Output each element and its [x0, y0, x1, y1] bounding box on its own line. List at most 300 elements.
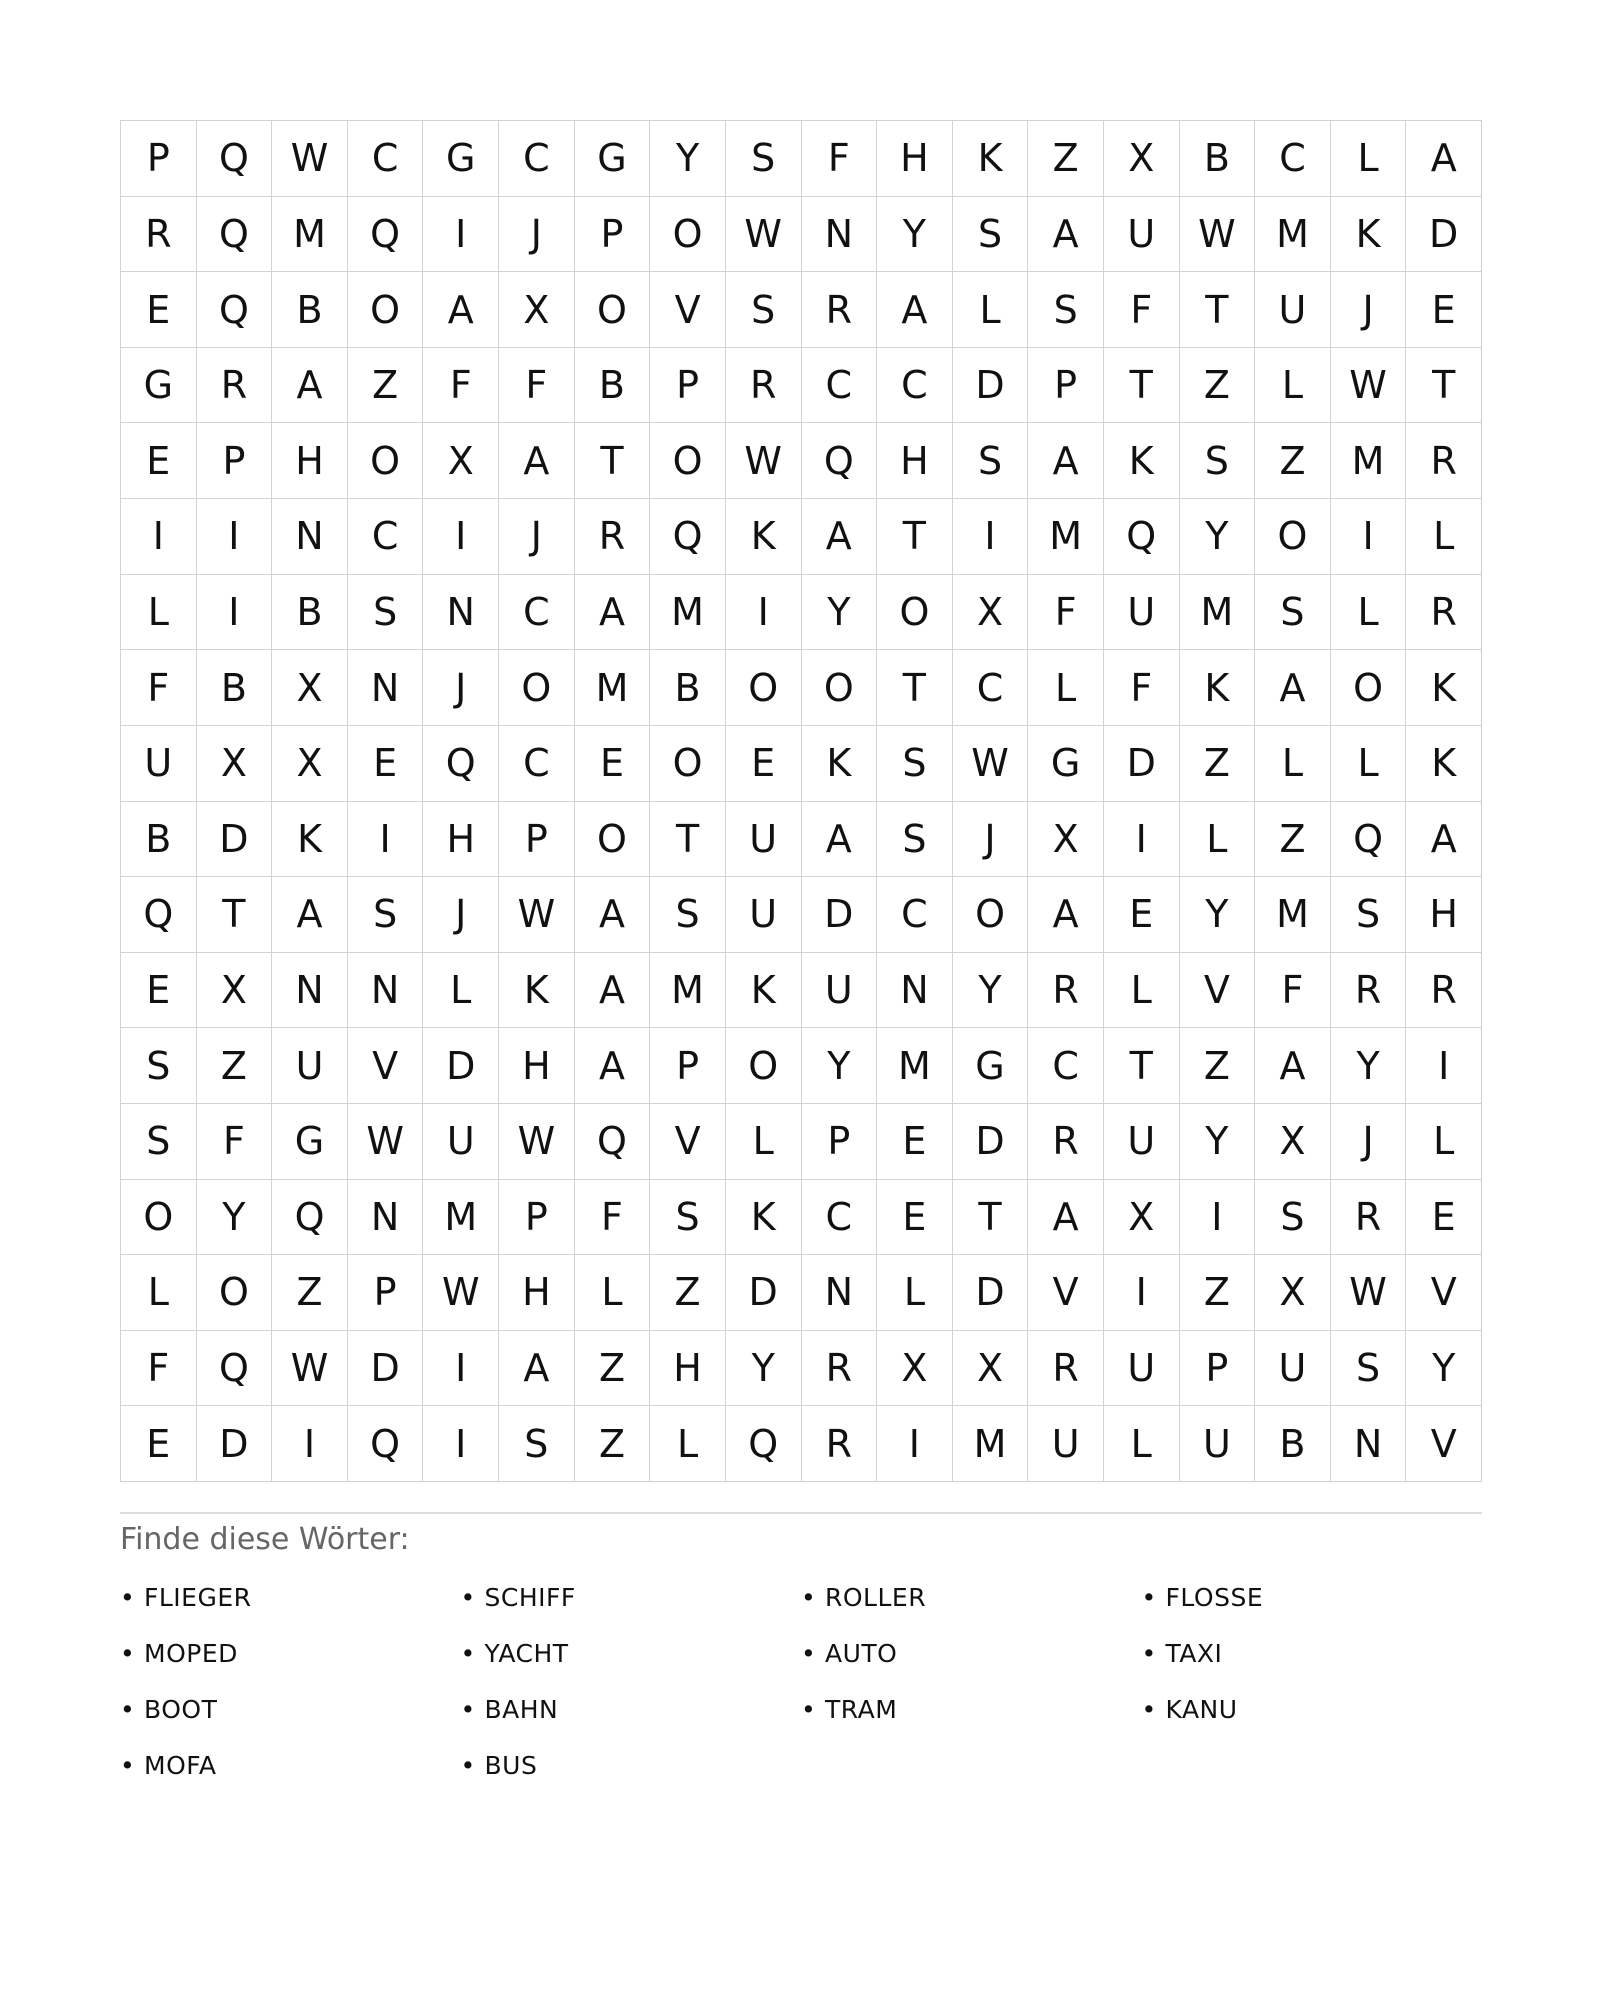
grid-cell[interactable]: N	[348, 953, 424, 1029]
grid-cell[interactable]: H	[499, 1028, 575, 1104]
grid-cell[interactable]: A	[1255, 650, 1331, 726]
grid-cell[interactable]: T	[877, 499, 953, 575]
grid-cell[interactable]: B	[121, 802, 197, 878]
grid-cell[interactable]: L	[953, 272, 1029, 348]
grid-cell[interactable]: Q	[348, 197, 424, 273]
grid-cell[interactable]: M	[1255, 197, 1331, 273]
grid-cell[interactable]: E	[348, 726, 424, 802]
grid-cell[interactable]: R	[802, 272, 878, 348]
grid-cell[interactable]: T	[197, 877, 273, 953]
grid-cell[interactable]: E	[726, 726, 802, 802]
grid-cell[interactable]: D	[953, 348, 1029, 424]
grid-cell[interactable]: L	[1331, 121, 1407, 197]
grid-cell[interactable]: I	[423, 1406, 499, 1482]
grid-cell[interactable]: W	[1180, 197, 1256, 273]
grid-cell[interactable]: G	[575, 121, 651, 197]
grid-cell[interactable]: N	[877, 953, 953, 1029]
grid-cell[interactable]: S	[650, 877, 726, 953]
grid-cell[interactable]: S	[953, 423, 1029, 499]
grid-cell[interactable]: R	[121, 197, 197, 273]
grid-cell[interactable]: E	[877, 1180, 953, 1256]
grid-cell[interactable]: F	[499, 348, 575, 424]
grid-cell[interactable]: Z	[1180, 348, 1256, 424]
grid-cell[interactable]: Q	[423, 726, 499, 802]
grid-cell[interactable]: O	[953, 877, 1029, 953]
grid-cell[interactable]: R	[1331, 1180, 1407, 1256]
grid-cell[interactable]: U	[1180, 1406, 1256, 1482]
grid-cell[interactable]: B	[1180, 121, 1256, 197]
grid-cell[interactable]: U	[1104, 575, 1180, 651]
grid-cell[interactable]: G	[423, 121, 499, 197]
grid-cell[interactable]: Q	[121, 877, 197, 953]
grid-cell[interactable]: K	[1104, 423, 1180, 499]
grid-cell[interactable]: A	[575, 575, 651, 651]
grid-cell[interactable]: I	[423, 499, 499, 575]
grid-cell[interactable]: W	[348, 1104, 424, 1180]
grid-cell[interactable]: H	[499, 1255, 575, 1331]
grid-cell[interactable]: K	[802, 726, 878, 802]
grid-cell[interactable]: L	[1180, 802, 1256, 878]
grid-cell[interactable]: Y	[953, 953, 1029, 1029]
grid-cell[interactable]: T	[1104, 348, 1180, 424]
grid-cell[interactable]: M	[1028, 499, 1104, 575]
grid-cell[interactable]: P	[499, 1180, 575, 1256]
grid-cell[interactable]: D	[802, 877, 878, 953]
grid-cell[interactable]: S	[1255, 575, 1331, 651]
grid-cell[interactable]: X	[197, 953, 273, 1029]
grid-cell[interactable]: D	[953, 1104, 1029, 1180]
grid-cell[interactable]: W	[1331, 1255, 1407, 1331]
grid-cell[interactable]: D	[197, 1406, 273, 1482]
grid-cell[interactable]: O	[726, 1028, 802, 1104]
grid-cell[interactable]: X	[1255, 1104, 1331, 1180]
grid-cell[interactable]: L	[121, 575, 197, 651]
grid-cell[interactable]: B	[650, 650, 726, 726]
grid-cell[interactable]: S	[499, 1406, 575, 1482]
grid-cell[interactable]: X	[953, 575, 1029, 651]
grid-cell[interactable]: I	[197, 499, 273, 575]
grid-cell[interactable]: L	[121, 1255, 197, 1331]
grid-cell[interactable]: Q	[197, 121, 273, 197]
grid-cell[interactable]: V	[348, 1028, 424, 1104]
grid-cell[interactable]: X	[423, 423, 499, 499]
grid-cell[interactable]: Y	[802, 575, 878, 651]
grid-cell[interactable]: O	[121, 1180, 197, 1256]
grid-cell[interactable]: C	[499, 575, 575, 651]
grid-cell[interactable]: O	[575, 802, 651, 878]
grid-cell[interactable]: B	[197, 650, 273, 726]
grid-cell[interactable]: Y	[1180, 499, 1256, 575]
grid-cell[interactable]: R	[1028, 1104, 1104, 1180]
grid-cell[interactable]: Z	[1180, 1028, 1256, 1104]
grid-cell[interactable]: J	[953, 802, 1029, 878]
grid-cell[interactable]: L	[575, 1255, 651, 1331]
grid-cell[interactable]: U	[1028, 1406, 1104, 1482]
grid-cell[interactable]: I	[726, 575, 802, 651]
grid-cell[interactable]: R	[726, 348, 802, 424]
grid-cell[interactable]: D	[348, 1331, 424, 1407]
grid-cell[interactable]: W	[423, 1255, 499, 1331]
grid-cell[interactable]: K	[1406, 650, 1482, 726]
grid-cell[interactable]: T	[1406, 348, 1482, 424]
grid-cell[interactable]: Q	[272, 1180, 348, 1256]
grid-cell[interactable]: K	[1180, 650, 1256, 726]
grid-cell[interactable]: Z	[575, 1406, 651, 1482]
grid-cell[interactable]: P	[1180, 1331, 1256, 1407]
grid-cell[interactable]: I	[953, 499, 1029, 575]
grid-cell[interactable]: R	[1028, 953, 1104, 1029]
grid-cell[interactable]: X	[1028, 802, 1104, 878]
grid-cell[interactable]: Q	[1104, 499, 1180, 575]
grid-cell[interactable]: J	[1331, 272, 1407, 348]
grid-cell[interactable]: R	[1331, 953, 1407, 1029]
grid-cell[interactable]: M	[423, 1180, 499, 1256]
grid-cell[interactable]: J	[423, 877, 499, 953]
grid-cell[interactable]: G	[272, 1104, 348, 1180]
grid-cell[interactable]: H	[423, 802, 499, 878]
grid-cell[interactable]: Z	[575, 1331, 651, 1407]
grid-cell[interactable]: M	[877, 1028, 953, 1104]
grid-cell[interactable]: Q	[802, 423, 878, 499]
grid-cell[interactable]: H	[1406, 877, 1482, 953]
grid-cell[interactable]: Z	[197, 1028, 273, 1104]
grid-cell[interactable]: M	[650, 575, 726, 651]
grid-cell[interactable]: X	[1104, 1180, 1180, 1256]
grid-cell[interactable]: M	[575, 650, 651, 726]
grid-cell[interactable]: L	[1104, 1406, 1180, 1482]
grid-cell[interactable]: N	[802, 197, 878, 273]
grid-cell[interactable]: U	[423, 1104, 499, 1180]
grid-cell[interactable]: V	[1180, 953, 1256, 1029]
grid-cell[interactable]: S	[726, 272, 802, 348]
grid-cell[interactable]: U	[1104, 1331, 1180, 1407]
grid-cell[interactable]: B	[272, 272, 348, 348]
grid-cell[interactable]: A	[575, 877, 651, 953]
grid-cell[interactable]: D	[197, 802, 273, 878]
grid-cell[interactable]: A	[1255, 1028, 1331, 1104]
grid-cell[interactable]: O	[348, 423, 424, 499]
grid-cell[interactable]: J	[499, 499, 575, 575]
grid-cell[interactable]: Z	[1180, 726, 1256, 802]
grid-cell[interactable]: Y	[197, 1180, 273, 1256]
grid-cell[interactable]: M	[650, 953, 726, 1029]
grid-cell[interactable]: W	[953, 726, 1029, 802]
grid-cell[interactable]: F	[1104, 272, 1180, 348]
grid-cell[interactable]: C	[877, 348, 953, 424]
grid-cell[interactable]: M	[272, 197, 348, 273]
grid-cell[interactable]: I	[1180, 1180, 1256, 1256]
grid-cell[interactable]: P	[348, 1255, 424, 1331]
grid-cell[interactable]: T	[650, 802, 726, 878]
grid-cell[interactable]: F	[1255, 953, 1331, 1029]
grid-cell[interactable]: D	[1104, 726, 1180, 802]
grid-cell[interactable]: Q	[650, 499, 726, 575]
grid-cell[interactable]: J	[499, 197, 575, 273]
grid-cell[interactable]: Q	[348, 1406, 424, 1482]
grid-cell[interactable]: O	[650, 423, 726, 499]
grid-cell[interactable]: X	[953, 1331, 1029, 1407]
grid-cell[interactable]: S	[953, 197, 1029, 273]
grid-cell[interactable]: B	[272, 575, 348, 651]
grid-cell[interactable]: F	[121, 650, 197, 726]
grid-cell[interactable]: I	[197, 575, 273, 651]
grid-cell[interactable]: X	[877, 1331, 953, 1407]
grid-cell[interactable]: R	[802, 1331, 878, 1407]
grid-cell[interactable]: Y	[1331, 1028, 1407, 1104]
grid-cell[interactable]: U	[726, 877, 802, 953]
grid-cell[interactable]: S	[121, 1028, 197, 1104]
grid-cell[interactable]: N	[272, 499, 348, 575]
grid-cell[interactable]: E	[121, 272, 197, 348]
grid-cell[interactable]: P	[802, 1104, 878, 1180]
grid-cell[interactable]: L	[1406, 1104, 1482, 1180]
grid-cell[interactable]: R	[575, 499, 651, 575]
grid-cell[interactable]: M	[1331, 423, 1407, 499]
grid-cell[interactable]: U	[1104, 1104, 1180, 1180]
grid-cell[interactable]: S	[1255, 1180, 1331, 1256]
grid-cell[interactable]: F	[121, 1331, 197, 1407]
grid-cell[interactable]: S	[726, 121, 802, 197]
grid-cell[interactable]: V	[1406, 1255, 1482, 1331]
grid-cell[interactable]: R	[1406, 423, 1482, 499]
grid-cell[interactable]: C	[953, 650, 1029, 726]
grid-cell[interactable]: O	[197, 1255, 273, 1331]
grid-cell[interactable]: N	[348, 1180, 424, 1256]
grid-cell[interactable]: F	[802, 121, 878, 197]
grid-cell[interactable]: Q	[726, 1406, 802, 1482]
grid-cell[interactable]: T	[575, 423, 651, 499]
grid-cell[interactable]: L	[1331, 726, 1407, 802]
grid-cell[interactable]: F	[1104, 650, 1180, 726]
grid-cell[interactable]: A	[1028, 197, 1104, 273]
grid-cell[interactable]: O	[348, 272, 424, 348]
grid-cell[interactable]: L	[423, 953, 499, 1029]
grid-cell[interactable]: A	[272, 348, 348, 424]
grid-cell[interactable]: T	[1180, 272, 1256, 348]
grid-cell[interactable]: P	[650, 348, 726, 424]
grid-cell[interactable]: S	[1331, 1331, 1407, 1407]
grid-cell[interactable]: I	[1331, 499, 1407, 575]
grid-cell[interactable]: D	[1406, 197, 1482, 273]
grid-cell[interactable]: W	[499, 877, 575, 953]
grid-cell[interactable]: A	[423, 272, 499, 348]
grid-cell[interactable]: P	[197, 423, 273, 499]
grid-cell[interactable]: M	[1255, 877, 1331, 953]
grid-cell[interactable]: A	[877, 272, 953, 348]
grid-cell[interactable]: Q	[197, 197, 273, 273]
grid-cell[interactable]: K	[499, 953, 575, 1029]
grid-cell[interactable]: V	[650, 1104, 726, 1180]
grid-cell[interactable]: I	[877, 1406, 953, 1482]
grid-cell[interactable]: A	[802, 802, 878, 878]
grid-cell[interactable]: H	[877, 423, 953, 499]
grid-cell[interactable]: R	[197, 348, 273, 424]
grid-cell[interactable]: E	[1406, 1180, 1482, 1256]
grid-cell[interactable]: I	[348, 802, 424, 878]
grid-cell[interactable]: Y	[802, 1028, 878, 1104]
grid-cell[interactable]: O	[1255, 499, 1331, 575]
grid-cell[interactable]: U	[272, 1028, 348, 1104]
grid-cell[interactable]: A	[1028, 877, 1104, 953]
grid-cell[interactable]: N	[348, 650, 424, 726]
grid-cell[interactable]: C	[499, 726, 575, 802]
grid-cell[interactable]: E	[1406, 272, 1482, 348]
grid-cell[interactable]: Y	[726, 1331, 802, 1407]
grid-cell[interactable]: P	[650, 1028, 726, 1104]
grid-cell[interactable]: T	[1104, 1028, 1180, 1104]
grid-cell[interactable]: I	[1406, 1028, 1482, 1104]
grid-cell[interactable]: O	[650, 197, 726, 273]
grid-cell[interactable]: I	[1104, 1255, 1180, 1331]
grid-cell[interactable]: L	[1331, 575, 1407, 651]
grid-cell[interactable]: R	[802, 1406, 878, 1482]
grid-cell[interactable]: E	[121, 953, 197, 1029]
grid-cell[interactable]: C	[1028, 1028, 1104, 1104]
grid-cell[interactable]: K	[1406, 726, 1482, 802]
grid-cell[interactable]: R	[1406, 953, 1482, 1029]
grid-cell[interactable]: E	[1104, 877, 1180, 953]
grid-cell[interactable]: L	[1406, 499, 1482, 575]
grid-cell[interactable]: Q	[1331, 802, 1407, 878]
grid-cell[interactable]: E	[877, 1104, 953, 1180]
grid-cell[interactable]: O	[877, 575, 953, 651]
grid-cell[interactable]: E	[121, 1406, 197, 1482]
grid-cell[interactable]: Y	[1406, 1331, 1482, 1407]
grid-cell[interactable]: A	[1406, 121, 1482, 197]
grid-cell[interactable]: Z	[1180, 1255, 1256, 1331]
grid-cell[interactable]: O	[575, 272, 651, 348]
grid-cell[interactable]: G	[1028, 726, 1104, 802]
grid-cell[interactable]: C	[877, 877, 953, 953]
grid-cell[interactable]: X	[1104, 121, 1180, 197]
grid-cell[interactable]: S	[1331, 877, 1407, 953]
grid-cell[interactable]: D	[953, 1255, 1029, 1331]
grid-cell[interactable]: F	[197, 1104, 273, 1180]
grid-cell[interactable]: L	[877, 1255, 953, 1331]
grid-cell[interactable]: C	[802, 1180, 878, 1256]
grid-cell[interactable]: F	[1028, 575, 1104, 651]
grid-cell[interactable]: Q	[575, 1104, 651, 1180]
grid-cell[interactable]: P	[1028, 348, 1104, 424]
grid-cell[interactable]: H	[877, 121, 953, 197]
grid-cell[interactable]: U	[1255, 1331, 1331, 1407]
grid-cell[interactable]: U	[1255, 272, 1331, 348]
grid-cell[interactable]: C	[348, 121, 424, 197]
grid-cell[interactable]: B	[1255, 1406, 1331, 1482]
grid-cell[interactable]: K	[272, 802, 348, 878]
grid-cell[interactable]: M	[1180, 575, 1256, 651]
grid-cell[interactable]: W	[726, 423, 802, 499]
grid-cell[interactable]: L	[726, 1104, 802, 1180]
grid-cell[interactable]: Z	[1028, 121, 1104, 197]
grid-cell[interactable]: H	[272, 423, 348, 499]
grid-cell[interactable]: M	[953, 1406, 1029, 1482]
grid-cell[interactable]: F	[423, 348, 499, 424]
grid-cell[interactable]: P	[121, 121, 197, 197]
grid-cell[interactable]: L	[1255, 726, 1331, 802]
grid-cell[interactable]: P	[499, 802, 575, 878]
grid-cell[interactable]: A	[575, 1028, 651, 1104]
grid-cell[interactable]: I	[423, 197, 499, 273]
grid-cell[interactable]: Z	[650, 1255, 726, 1331]
grid-cell[interactable]: X	[499, 272, 575, 348]
grid-cell[interactable]: R	[1028, 1331, 1104, 1407]
grid-cell[interactable]: G	[953, 1028, 1029, 1104]
grid-cell[interactable]: J	[1331, 1104, 1407, 1180]
grid-cell[interactable]: K	[726, 953, 802, 1029]
grid-cell[interactable]: T	[953, 1180, 1029, 1256]
grid-cell[interactable]: U	[726, 802, 802, 878]
grid-cell[interactable]: G	[121, 348, 197, 424]
grid-cell[interactable]: U	[802, 953, 878, 1029]
grid-cell[interactable]: J	[423, 650, 499, 726]
grid-cell[interactable]: Q	[197, 272, 273, 348]
grid-cell[interactable]: X	[1255, 1255, 1331, 1331]
grid-cell[interactable]: K	[1331, 197, 1407, 273]
grid-cell[interactable]: Z	[348, 348, 424, 424]
grid-cell[interactable]: F	[575, 1180, 651, 1256]
grid-cell[interactable]: N	[423, 575, 499, 651]
grid-cell[interactable]: W	[272, 1331, 348, 1407]
grid-cell[interactable]: Y	[650, 121, 726, 197]
grid-cell[interactable]: S	[877, 802, 953, 878]
grid-cell[interactable]: I	[423, 1331, 499, 1407]
grid-cell[interactable]: A	[272, 877, 348, 953]
grid-cell[interactable]: N	[802, 1255, 878, 1331]
grid-cell[interactable]: S	[348, 575, 424, 651]
grid-cell[interactable]: A	[1406, 802, 1482, 878]
grid-cell[interactable]: O	[650, 726, 726, 802]
grid-cell[interactable]: V	[650, 272, 726, 348]
grid-cell[interactable]: Q	[197, 1331, 273, 1407]
grid-cell[interactable]: K	[726, 499, 802, 575]
grid-cell[interactable]: W	[726, 197, 802, 273]
grid-cell[interactable]: C	[499, 121, 575, 197]
grid-cell[interactable]: A	[575, 953, 651, 1029]
grid-cell[interactable]: A	[499, 423, 575, 499]
grid-cell[interactable]: E	[575, 726, 651, 802]
grid-cell[interactable]: L	[650, 1406, 726, 1482]
grid-cell[interactable]: U	[1104, 197, 1180, 273]
grid-cell[interactable]: A	[499, 1331, 575, 1407]
grid-cell[interactable]: Y	[1180, 877, 1256, 953]
grid-cell[interactable]: W	[272, 121, 348, 197]
grid-cell[interactable]: S	[877, 726, 953, 802]
grid-cell[interactable]: U	[121, 726, 197, 802]
grid-cell[interactable]: V	[1406, 1406, 1482, 1482]
grid-cell[interactable]: S	[121, 1104, 197, 1180]
grid-cell[interactable]: C	[802, 348, 878, 424]
grid-cell[interactable]: Y	[877, 197, 953, 273]
grid-cell[interactable]: I	[121, 499, 197, 575]
grid-cell[interactable]: D	[726, 1255, 802, 1331]
grid-cell[interactable]: H	[650, 1331, 726, 1407]
grid-cell[interactable]: A	[802, 499, 878, 575]
grid-cell[interactable]: B	[575, 348, 651, 424]
grid-cell[interactable]: Z	[1255, 802, 1331, 878]
grid-cell[interactable]: I	[272, 1406, 348, 1482]
grid-cell[interactable]: L	[1028, 650, 1104, 726]
grid-cell[interactable]: R	[1406, 575, 1482, 651]
grid-cell[interactable]: O	[499, 650, 575, 726]
grid-cell[interactable]: O	[1331, 650, 1407, 726]
grid-cell[interactable]: X	[272, 650, 348, 726]
grid-cell[interactable]: I	[1104, 802, 1180, 878]
grid-cell[interactable]: P	[575, 197, 651, 273]
grid-cell[interactable]: C	[1255, 121, 1331, 197]
grid-cell[interactable]: S	[348, 877, 424, 953]
grid-cell[interactable]: A	[1028, 423, 1104, 499]
